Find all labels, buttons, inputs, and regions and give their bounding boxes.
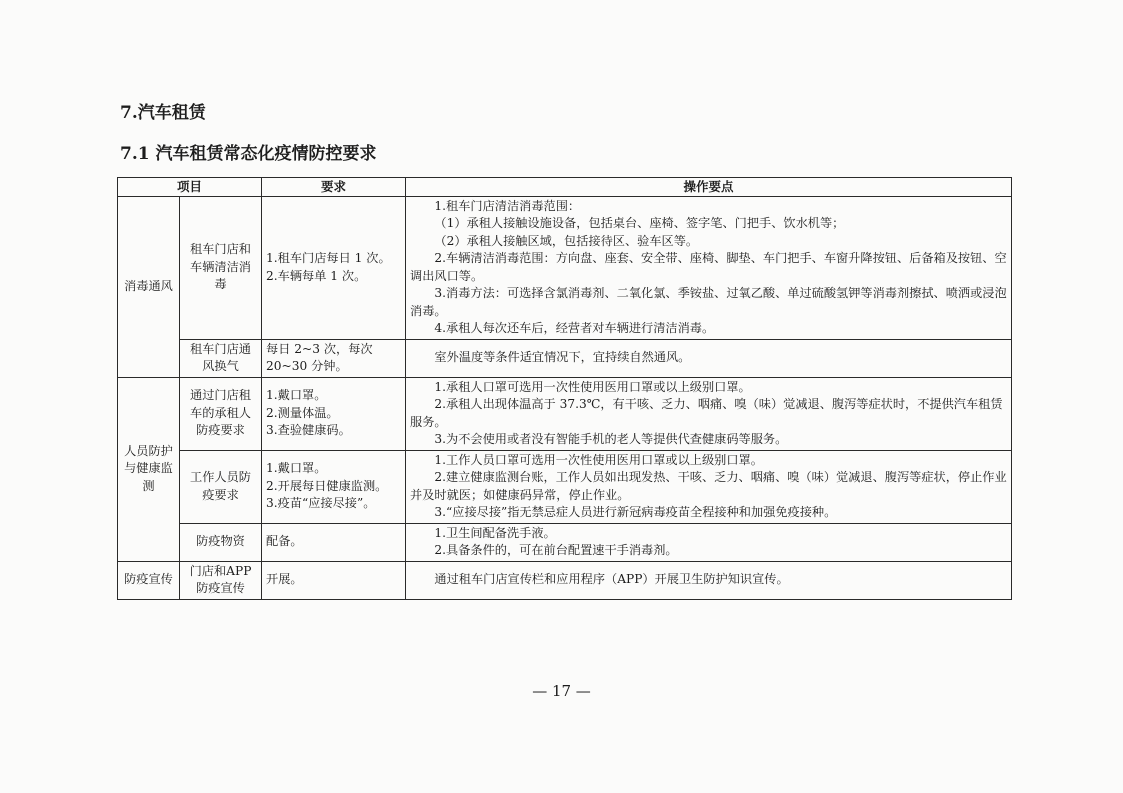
key-point: 3.“应接尽接”指无禁忌症人员进行新冠病毒疫苗全程接种和加强免疫接种。 bbox=[434, 505, 837, 519]
key-points-cell bbox=[406, 339, 1012, 377]
requirement-cell: 每日 2~3 次，每次 20~30 分钟。 bbox=[262, 339, 406, 377]
requirement-line: 1.戴口罩。 bbox=[266, 388, 327, 403]
epidemic-prevention-table bbox=[117, 177, 1012, 600]
category-cell: 人员防护与健康监测 bbox=[118, 377, 180, 561]
key-point: 2.车辆清洁消毒范围：方向盘、座套、安全带、座椅、脚垫、车门把手、车窗升降按钮、后备箱及按钮、空调出风口等。 bbox=[410, 251, 1007, 283]
requirement-line: 1.戴口罩。 bbox=[266, 461, 327, 476]
category-cell: 消毒通风 bbox=[118, 196, 180, 377]
item-cell: 通过门店租车的承租人防疫要求 bbox=[180, 377, 262, 450]
requirement-cell: 开展。 bbox=[262, 561, 406, 599]
key-points-cell bbox=[406, 377, 1012, 450]
header-key-points: 操作要点 bbox=[406, 178, 1012, 197]
key-point: 室外温度等条件适宜情况下，宜持续自然通风。 bbox=[434, 350, 691, 365]
table-row bbox=[118, 561, 1012, 599]
key-point: 3.消毒方法：可选择含氯消毒剂、二氧化氯、季铵盐、过氧乙酸、单过硫酸氢钾等消毒剂擦拭、喷洒或浸泡消毒。 bbox=[410, 286, 1007, 318]
requirement-line: 3.疫苗“应接尽接”。 bbox=[266, 496, 376, 511]
requirement-cell bbox=[262, 196, 406, 339]
key-points-cell bbox=[406, 196, 1012, 339]
key-point: （2）承租人接触区域，包括接待区、验车区等。 bbox=[434, 233, 699, 248]
key-point: 通过租车门店宣传栏和应用程序（APP）开展卫生防护知识宣传。 bbox=[434, 572, 789, 587]
item-cell: 租车门店和车辆清洁消毒 bbox=[180, 196, 262, 339]
section-title: 7.汽车租赁 bbox=[120, 103, 206, 123]
key-point: 4.承租人每次还车后，经营者对车辆进行清洁消毒。 bbox=[434, 321, 715, 335]
category-cell: 防疫宣传 bbox=[118, 561, 180, 599]
requirement-line: 2.测量体温。 bbox=[266, 405, 339, 420]
item-cell: 防疫物资 bbox=[180, 523, 262, 561]
key-point: 1.卫生间配备洗手液。 bbox=[434, 525, 556, 540]
table-row bbox=[118, 450, 1012, 523]
requirement-line: 2.开展每日健康监测。 bbox=[266, 478, 388, 493]
table-row bbox=[118, 196, 1012, 339]
table-row bbox=[118, 523, 1012, 561]
page-number: — 17 — bbox=[532, 682, 591, 700]
key-points-cell bbox=[406, 561, 1012, 599]
requirement-line: 1.租车门店每日 1 次。 bbox=[266, 251, 391, 265]
key-point: 1.租车门店清洁消毒范围： bbox=[434, 198, 581, 213]
requirement-cell bbox=[262, 450, 406, 523]
item-cell: 工作人员防疫要求 bbox=[180, 450, 262, 523]
requirement-cell: 配备。 bbox=[262, 523, 406, 561]
requirement-line: 3.查验健康码。 bbox=[266, 423, 351, 438]
requirement-line: 2.车辆每单 1 次。 bbox=[266, 268, 367, 283]
item-cell: 门店和APP防疫宣传 bbox=[180, 561, 262, 599]
key-point: 1.工作人员口罩可选用一次性使用医用口罩或以上级别口罩。 bbox=[434, 452, 763, 467]
table-row bbox=[118, 377, 1012, 450]
requirement-cell bbox=[262, 377, 406, 450]
key-point: 2.承租人出现体温高于 37.3℃，有干咳、乏力、咽痛、嗅（味）觉减退、腹泻等症状时，不提供汽车租赁服务。 bbox=[410, 397, 1003, 429]
key-point: （1）承租人接触设施设备，包括桌台、座椅、签字笔、门把手、饮水机等； bbox=[434, 216, 845, 230]
table-header-row bbox=[118, 178, 1012, 197]
key-point: 1.承租人口罩可选用一次性使用医用口罩或以上级别口罩。 bbox=[434, 379, 751, 394]
header-item: 项目 bbox=[118, 178, 262, 197]
key-point: 3.为不会使用或者没有智能手机的老人等提供代查健康码等服务。 bbox=[434, 432, 788, 446]
key-points-cell bbox=[406, 523, 1012, 561]
key-point: 2.具备条件的，可在前台配置速干手消毒剂。 bbox=[434, 543, 678, 557]
key-point: 2.建立健康监测台账，工作人员如出现发热、干咳、乏力、咽痛、嗅（味）觉减退、腹泻等症状，停止作业并及时就医；如健康码异常，停止作业。 bbox=[410, 470, 1007, 502]
key-points-cell bbox=[406, 450, 1012, 523]
subsection-title: 7.1 汽车租赁常态化疫情防控要求 bbox=[120, 144, 377, 164]
table-row bbox=[118, 339, 1012, 377]
header-requirement: 要求 bbox=[262, 178, 406, 197]
item-cell: 租车门店通风换气 bbox=[180, 339, 262, 377]
